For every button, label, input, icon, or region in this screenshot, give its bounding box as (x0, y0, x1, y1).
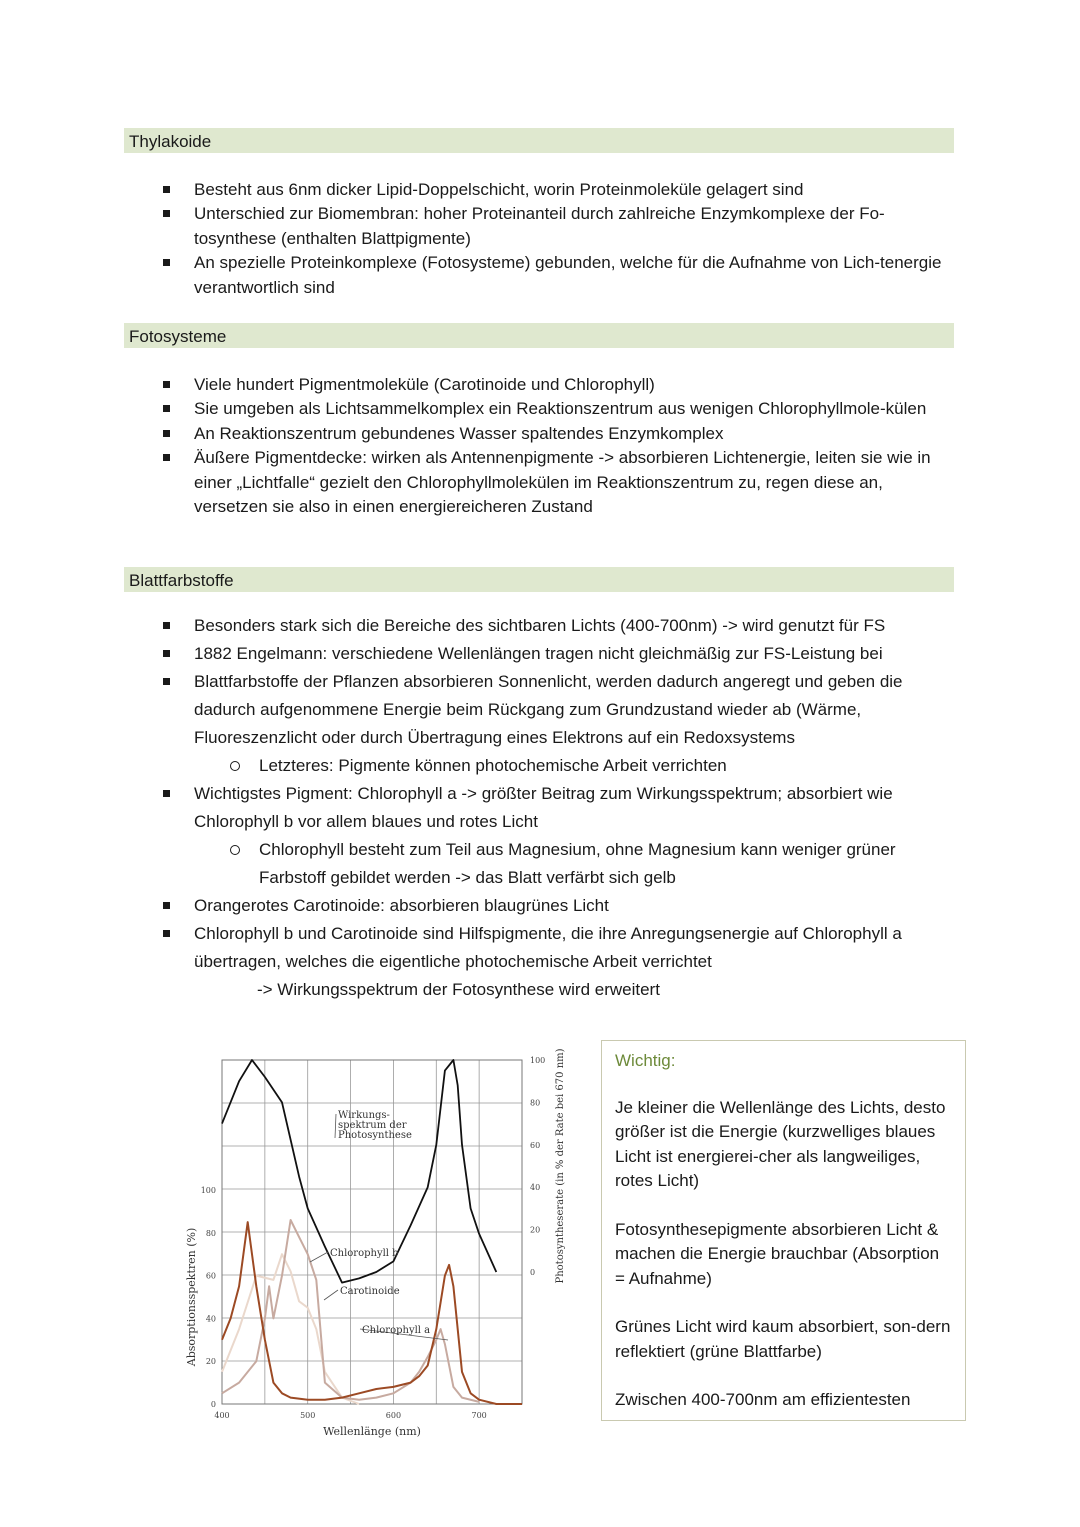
x-tick-label: 600 (385, 1411, 402, 1420)
x-tick-label: 500 (300, 1411, 316, 1420)
list-item: An Reaktionszentrum gebundenes Wasser spaltendes Enzymkomplex (150, 422, 950, 446)
sub-list-item: Chlorophyll besteht zum Teil aus Magnesium, ohne Magnesium kann weniger grüner Farbstoff gebildet werden -> das Blatt verfärbt sich gelb (150, 836, 950, 892)
note-paragraph: Je kleiner die Wellenlänge des Lichts, desto größer ist die Energie (kurzwelliges blaues Licht ist energierei-cher als langweiliges, rotes Licht) (615, 1097, 946, 1190)
spectrum-chart (180, 1040, 580, 1450)
list-item: Äußere Pigmentdecke: wirken als Antennenpigmente -> absorbieren Lichtenergie, leiten sie wie in einer „Lichtfalle“ gezielt den Chlorophyllmolekülen im Reaktionszentrum zu, regen diese an, versetzen sie also in einen energiereicheren Zustand (150, 446, 950, 519)
note-title: Wichtig: (615, 1051, 676, 1070)
x-tick-label: 700 (471, 1411, 487, 1420)
y-tick-label: 40 (205, 1314, 216, 1324)
y-tick-label: 60 (205, 1271, 216, 1281)
note-paragraph: Fotosynthesepigmente absorbieren Licht & machen die Energie brauchbar (Absorption = Aufnahme) (615, 1219, 940, 1288)
x-axis-label: Wellenlänge (nm) (323, 1425, 421, 1438)
note-paragraph: Grünes Licht wird kaum absorbiert, son-dern reflektiert (grüne Blattfarbe) (615, 1317, 951, 1361)
list-item: Besteht aus 6nm dicker Lipid-Doppelschicht, worin Proteinmoleküle gelagert sind (150, 178, 950, 202)
list-item: Sie umgeben als Lichtsammelkomplex ein Reaktionszentrum aus wenigen Chlorophyllmole-külen (150, 397, 950, 421)
series-label: Chlorophyll b (330, 1248, 399, 1259)
series-label: Carotinoide (340, 1286, 400, 1297)
blattfarbstoffe-list (150, 612, 950, 1004)
list-item: An spezielle Proteinkomplexe (Fotosysteme) gebunden, welche für die Aufnahme von Lich-tenergie verantwortlich sind (150, 251, 950, 300)
y-tick-label-right: 20 (530, 1225, 541, 1235)
series-label-leader (324, 1290, 338, 1300)
note-box (601, 1040, 966, 1421)
list-item: Orangerotes Carotinoide: absorbieren blaugrünes Licht (150, 892, 950, 920)
list-item: 1882 Engelmann: verschiedene Wellenlängen tragen nicht gleichmäßig zur FS-Leistung bei (150, 640, 950, 668)
y-tick-label-right: 80 (530, 1098, 541, 1108)
y-axis-label-right: Photosyntheserate (in % der Rate bei 670 nm) (555, 1048, 566, 1284)
list-item: Besonders stark sich die Bereiche des sichtbaren Lichts (400-700nm) -> wird genutzt für FS (150, 612, 950, 640)
series-label-leader (335, 1114, 336, 1138)
y-tick-label: 80 (205, 1228, 216, 1238)
section-header-blattfarbstoffe: Blattfarbstoffe (124, 567, 954, 592)
x-tick-label: 400 (214, 1411, 230, 1420)
arrow-note: -> Wirkungsspektrum der Fotosynthese wird erweitert (257, 980, 660, 999)
sub-list-item: Letzteres: Pigmente können photochemische Arbeit verrichten (150, 752, 950, 780)
y-tick-label-right: 60 (530, 1140, 541, 1150)
list-item: Unterschied zur Biomembran: hoher Proteinanteil durch zahlreiche Enzymkomplexe der Fo-tosynthese (enthalten Blattpigmente) (150, 202, 950, 251)
spectrum-chart-svg (180, 1040, 580, 1450)
series-label-leader (310, 1252, 328, 1262)
series-label: Wirkungs-spektrum der Photosynthese (338, 1110, 412, 1141)
section-header-thylakoide: Thylakoide (124, 128, 954, 153)
section-header-fotosysteme: Fotosysteme (124, 323, 954, 348)
fotosysteme-list (150, 373, 950, 519)
y-tick-label: 0 (210, 1400, 216, 1409)
thylakoide-list (150, 178, 950, 300)
list-item: Blattfarbstoffe der Pflanzen absorbieren Sonnenlicht, werden dadurch angeregt und geben die dadurch aufgenommene Energie beim Rückgang zum Grundzustand wieder ab (Wärme, Fluoreszenzlicht oder durch Übertragung eines Elektrons auf ein Redoxsystems (150, 668, 950, 752)
y-tick-label: 100 (200, 1186, 216, 1195)
y-tick-label-right: 100 (530, 1056, 546, 1065)
y-axis-label: Absorptionsspektren (%) (185, 1227, 198, 1367)
list-item: Viele hundert Pigmentmoleküle (Carotinoide und Chlorophyll) (150, 373, 950, 397)
y-tick-label: 20 (205, 1357, 216, 1367)
series-label: Chlorophyll a (362, 1325, 431, 1336)
y-tick-label-right: 40 (530, 1183, 541, 1193)
note-paragraph: Zwischen 400-700nm am effizientesten (615, 1390, 911, 1409)
list-item: Wichtigstes Pigment: Chlorophyll a -> größter Beitrag zum Wirkungsspektrum; absorbiert wie Chlorophyll b vor allem blaues und rotes Licht (150, 780, 950, 836)
list-item: Chlorophyll b und Carotinoide sind Hilfspigmente, die ihre Anregungsenergie auf Chlorophyll a übertragen, welches die eigentliche photochemische Arbeit verrichtet (150, 920, 950, 976)
y-tick-label-right: 0 (530, 1268, 536, 1277)
